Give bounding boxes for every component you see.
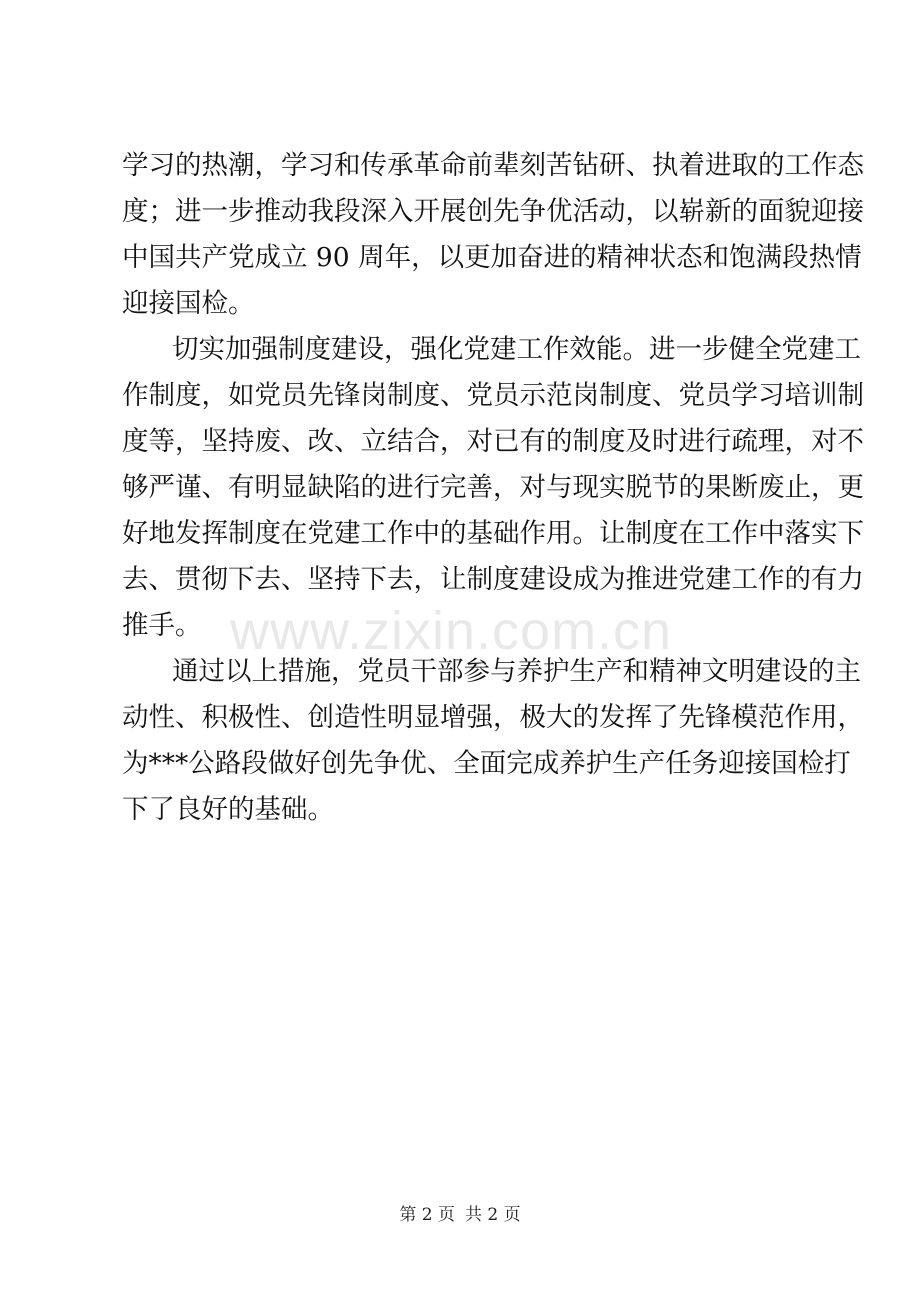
text-line: 作制度，如党员先锋岗制度、党员示范岗制度、党员学习培训制: [122, 380, 864, 411]
text-line: 学习的热潮，学习和传承革命前辈刻苦钻研、执着进取的工作态: [122, 150, 864, 181]
page-footer: [0, 1200, 920, 1225]
text-line: 推手。: [122, 610, 202, 641]
text-line: 度；进一步推动我段深入开展创先争优活动，以崭新的面貌迎接: [122, 196, 864, 227]
text-line: 好地发挥制度在党建工作中的基础作用。让制度在工作中落实下: [122, 518, 864, 549]
watermark: www.zixin.com.cn: [230, 601, 673, 661]
text-line: 动性、积极性、创造性明显增强，极大的发挥了先锋模范作用，: [122, 702, 864, 733]
page-number-total: 共 2 页: [465, 1205, 521, 1225]
text-line: 中国共产党成立 90 周年，以更加奋进的精神状态和饱满段热情: [122, 242, 862, 273]
text-line: 够严谨、有明显缺陷的进行完善，对与现实脱节的果断废止，更: [122, 472, 864, 503]
paragraph-first-line: 通过以上措施，党员干部参与养护生产和精神文明建设的主: [172, 656, 861, 687]
page-number-current: 第 2 页: [399, 1205, 455, 1225]
text-line: 去、贯彻下去、坚持下去，让制度建设成为推进党建工作的有力: [122, 564, 864, 595]
text-line: 下了良好的基础。: [122, 794, 334, 825]
text-line: 度等，坚持废、改、立结合，对已有的制度及时进行疏理，对不: [122, 426, 864, 457]
document-body: [122, 143, 864, 833]
paragraph-first-line: 切实加强制度建设，强化党建工作效能。进一步健全党建工: [172, 334, 861, 365]
text-line: 迎接国检。: [122, 288, 255, 319]
text-line: 为***公路段做好创先争优、全面完成养护生产任务迎接国检打: [122, 748, 851, 779]
